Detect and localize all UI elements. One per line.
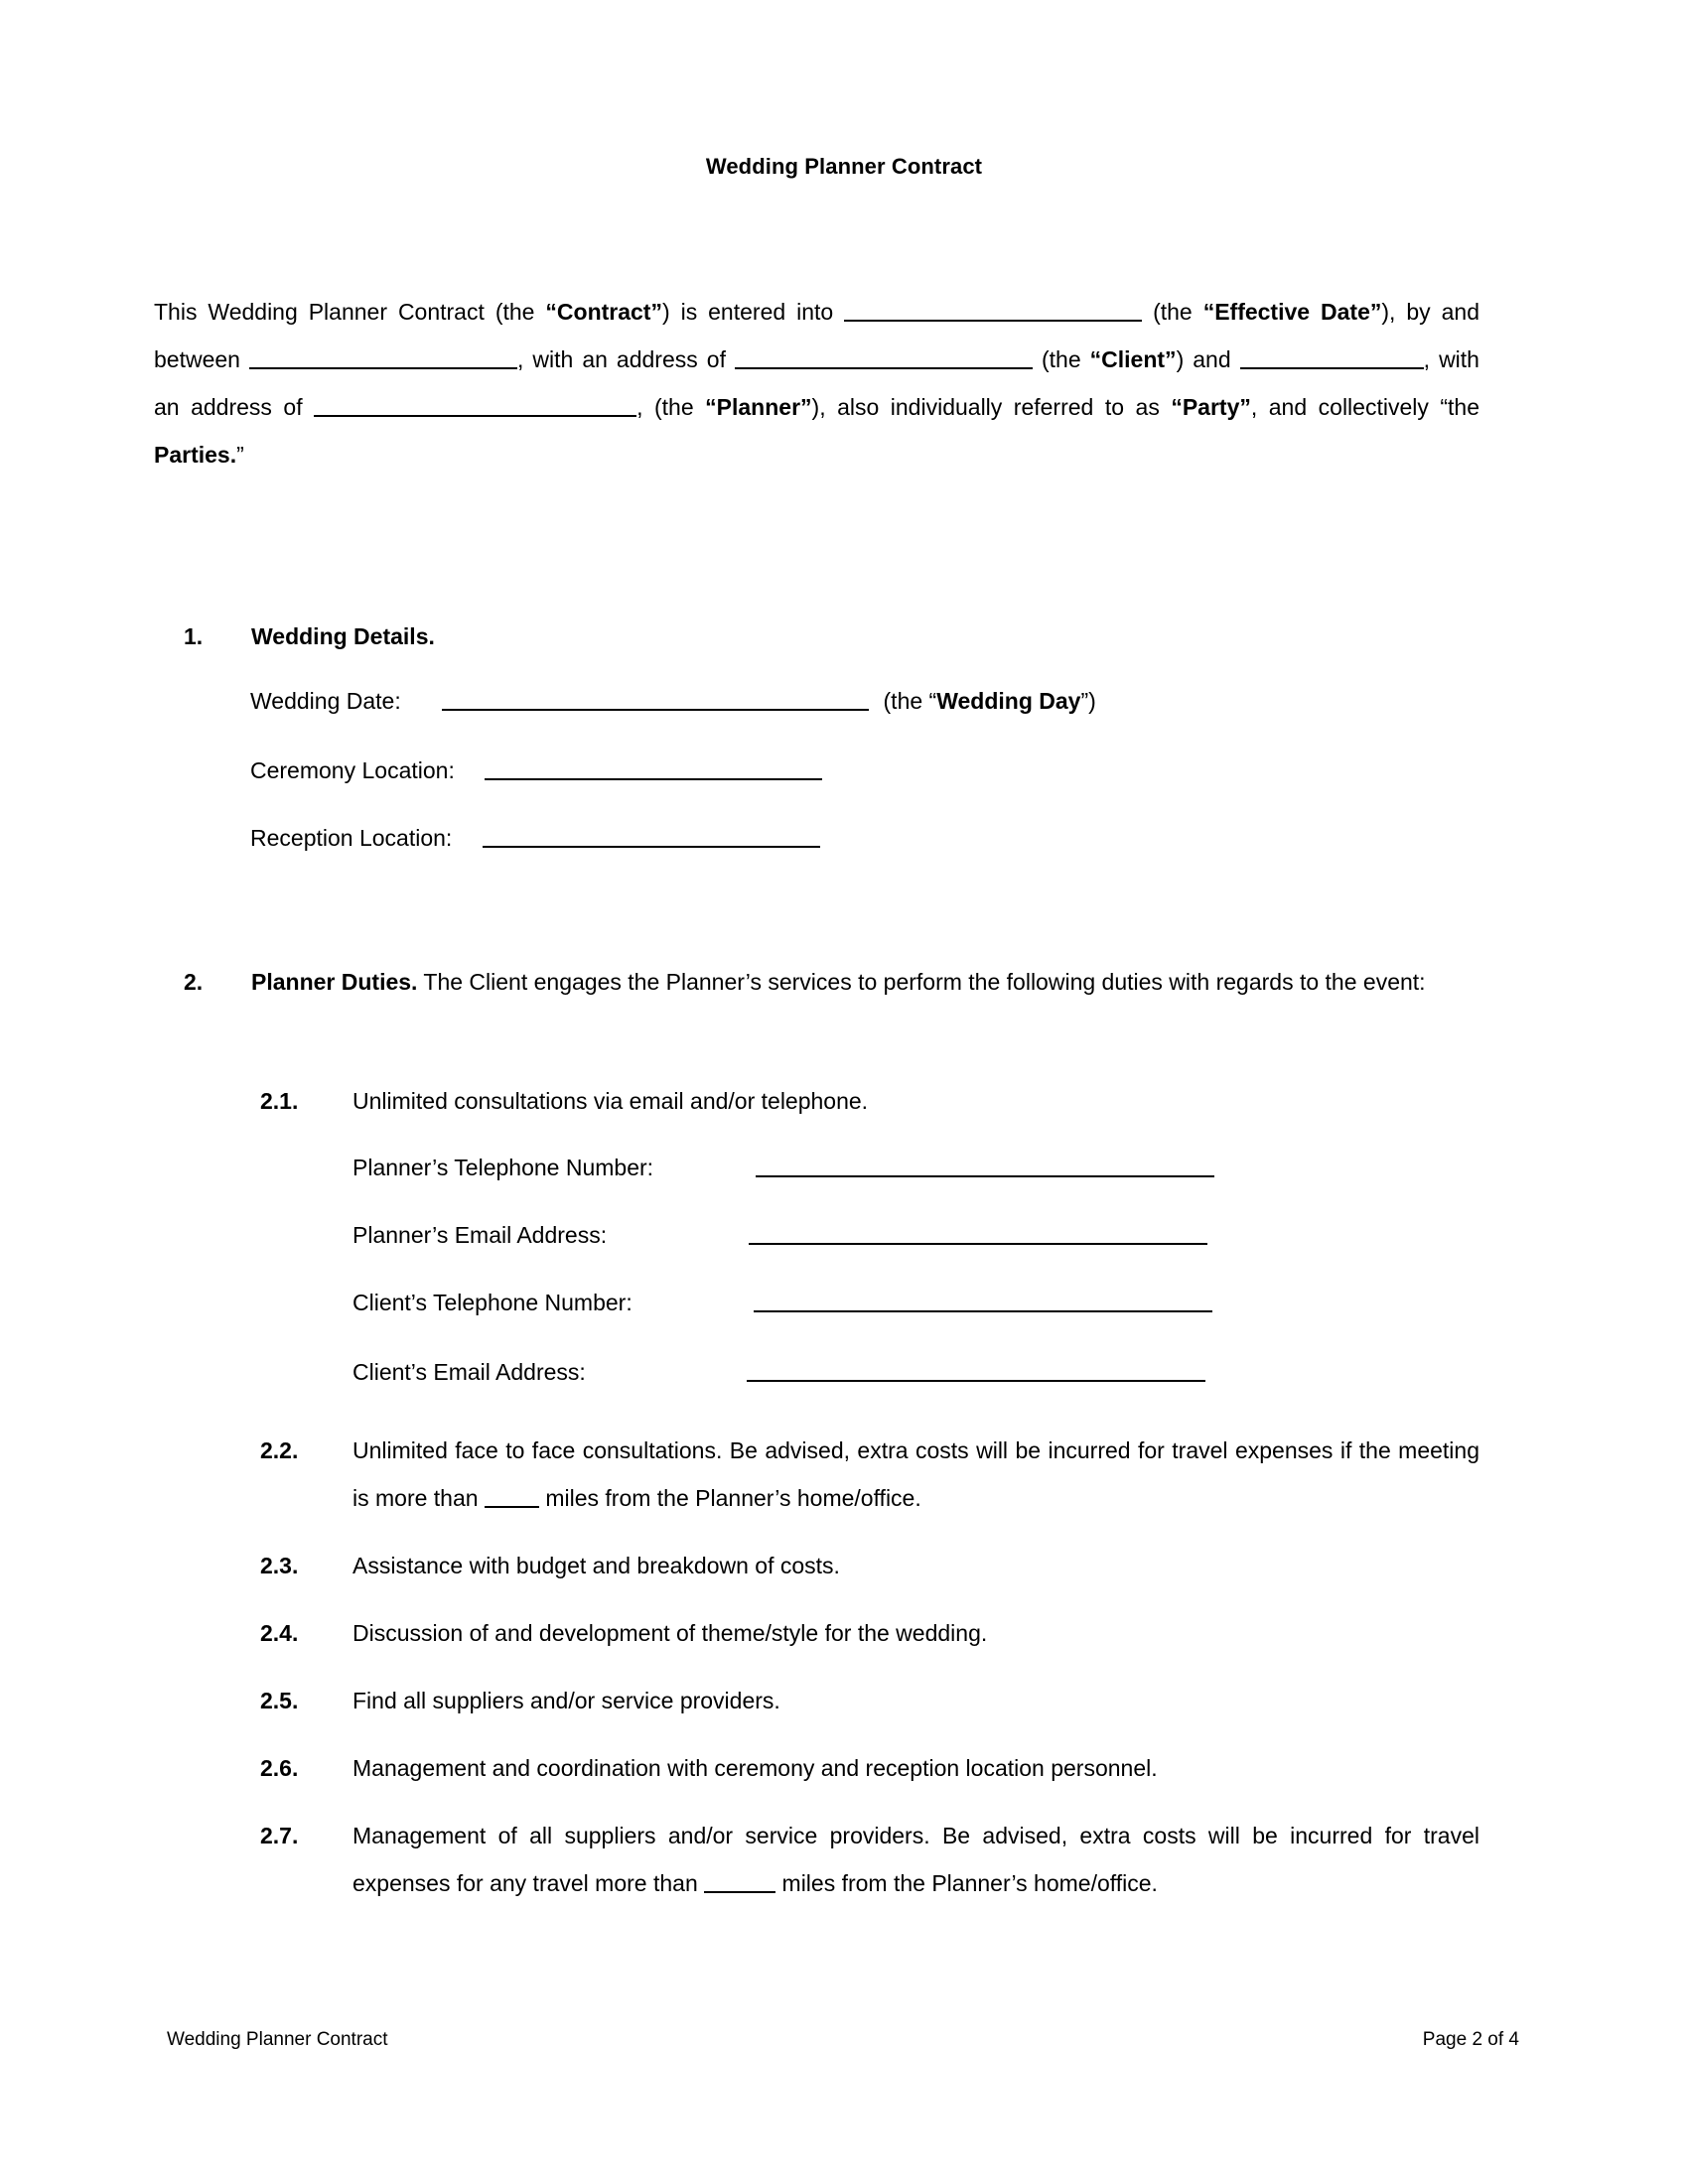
planner-address-blank[interactable] bbox=[314, 391, 636, 417]
intro-paragraph bbox=[154, 288, 1479, 478]
intro-seg-10: ), also individually referred to as bbox=[811, 394, 1172, 420]
planner-email-blank[interactable] bbox=[749, 1219, 1207, 1245]
subsection-2-6-text: Management and coordination with ceremony and reception location personnel. bbox=[352, 1755, 1158, 1781]
subsection-2-1 bbox=[260, 1077, 1479, 1125]
subsection-2-1-text: Unlimited consultations via email and/or telephone. bbox=[352, 1088, 869, 1114]
subsection-2-1-number: 2.1. bbox=[260, 1088, 299, 1114]
section-1 bbox=[184, 613, 1479, 660]
subsection-2-3-number: 2.3. bbox=[260, 1553, 299, 1578]
mileage-blank-2-2[interactable] bbox=[485, 1483, 539, 1508]
reception-location-label: Reception Location: bbox=[250, 825, 453, 852]
intro-seg-7: ) and bbox=[1176, 346, 1240, 372]
client-address-blank[interactable] bbox=[735, 343, 1033, 369]
reception-location-blank[interactable] bbox=[483, 822, 820, 848]
section-1-heading bbox=[251, 613, 1479, 660]
ceremony-location-blank[interactable] bbox=[485, 754, 822, 780]
subsection-2-5-number: 2.5. bbox=[260, 1688, 299, 1713]
intro-seg-8: , with an address of bbox=[154, 346, 1479, 420]
section-2-heading bbox=[251, 958, 1479, 1006]
intro-seg-4: ), by and between bbox=[154, 299, 1479, 372]
subsection-2-4 bbox=[260, 1609, 1479, 1657]
footer-page-number: Page 2 of 4 bbox=[1422, 2029, 1519, 2050]
planner-telephone-label: Planner’s Telephone Number: bbox=[352, 1155, 654, 1181]
subsection-2-2-text bbox=[352, 1427, 1479, 1522]
section-2 bbox=[184, 958, 1479, 1006]
reception-location-row bbox=[250, 822, 820, 853]
subsection-2-7-text-b: miles from the Planner’s home/office. bbox=[775, 1870, 1158, 1896]
client-telephone-label: Client’s Telephone Number: bbox=[352, 1290, 633, 1316]
intro-seg-1: This Wedding Planner Contract (the bbox=[154, 299, 546, 325]
subsection-2-7 bbox=[260, 1812, 1479, 1907]
effective-date-blank[interactable] bbox=[844, 296, 1142, 322]
planner-telephone-row bbox=[352, 1152, 1214, 1182]
section-1-heading-text: Wedding Details. bbox=[251, 623, 435, 649]
subsection-2-3 bbox=[260, 1542, 1479, 1589]
subsection-2-7-text-a: Management of all suppliers and/or service providers. Be advised, extra costs will be incurred for travel expenses for any travel more than bbox=[352, 1823, 1479, 1896]
section-1-number: 1. bbox=[184, 623, 204, 649]
term-parties: Parties. bbox=[154, 442, 237, 468]
subsection-2-6 bbox=[260, 1744, 1479, 1792]
client-telephone-blank[interactable] bbox=[754, 1287, 1212, 1312]
term-party: “Party” bbox=[1171, 394, 1251, 420]
section-2-lead-text: The Client engages the Planner’s services to perform the following duties with regards to the event: bbox=[417, 969, 1426, 995]
term-client: “Client” bbox=[1089, 346, 1177, 372]
subsection-2-5-text: Find all suppliers and/or service providers. bbox=[352, 1688, 780, 1713]
intro-seg-12: ” bbox=[236, 442, 244, 468]
planner-name-blank[interactable] bbox=[1240, 343, 1424, 369]
wedding-date-label: Wedding Date: bbox=[250, 688, 401, 715]
wedding-day-suffix-post: ”) bbox=[1080, 688, 1096, 715]
subsection-2-2-text-b: miles from the Planner’s home/office. bbox=[538, 1485, 921, 1511]
subsection-2-2 bbox=[260, 1427, 1479, 1522]
client-email-label: Client’s Email Address: bbox=[352, 1359, 586, 1386]
ceremony-location-row bbox=[250, 754, 822, 785]
subsection-2-7-number: 2.7. bbox=[260, 1823, 299, 1848]
client-telephone-row bbox=[352, 1287, 1212, 1317]
subsection-2-3-text: Assistance with budget and breakdown of costs. bbox=[352, 1553, 840, 1578]
wedding-day-suffix-pre: (the “ bbox=[883, 688, 937, 715]
term-planner: “Planner” bbox=[705, 394, 812, 420]
intro-seg-2: ) is entered into bbox=[661, 299, 845, 325]
term-contract: “Contract” bbox=[545, 299, 662, 325]
client-email-blank[interactable] bbox=[747, 1356, 1205, 1382]
subsection-2-2-text-a: Unlimited face to face consultations. Be advised, extra costs will be incurred for travel expenses if the meeting is more than bbox=[352, 1437, 1479, 1511]
client-email-row bbox=[352, 1356, 1205, 1387]
subsection-2-7-text bbox=[352, 1812, 1479, 1907]
subsection-2-4-text: Discussion of and development of theme/style for the wedding. bbox=[352, 1620, 988, 1646]
planner-email-label: Planner’s Email Address: bbox=[352, 1222, 608, 1249]
term-effective-date: “Effective Date” bbox=[1202, 299, 1382, 325]
planner-telephone-blank[interactable] bbox=[756, 1152, 1214, 1177]
subsection-2-5 bbox=[260, 1677, 1479, 1724]
client-name-blank[interactable] bbox=[249, 343, 517, 369]
subsection-2-6-number: 2.6. bbox=[260, 1755, 299, 1781]
page-title: Wedding Planner Contract bbox=[705, 154, 983, 179]
intro-seg-3: (the bbox=[1142, 299, 1203, 325]
wedding-day-term: Wedding Day bbox=[936, 688, 1081, 715]
wedding-day-suffix bbox=[884, 686, 1096, 716]
mileage-blank-2-7[interactable] bbox=[704, 1868, 775, 1893]
section-2-heading-text: Planner Duties. bbox=[251, 969, 418, 995]
intro-seg-5: , with an address of bbox=[516, 346, 735, 372]
section-2-number: 2. bbox=[184, 969, 204, 995]
wedding-date-row bbox=[250, 685, 1096, 716]
footer-document-name: Wedding Planner Contract bbox=[167, 2029, 388, 2050]
intro-seg-6: (the bbox=[1032, 346, 1090, 372]
subsection-2-4-number: 2.4. bbox=[260, 1620, 299, 1646]
ceremony-location-label: Ceremony Location: bbox=[250, 757, 455, 784]
subsection-2-2-number: 2.2. bbox=[260, 1437, 299, 1463]
intro-seg-11: , and collectively “the bbox=[1250, 394, 1479, 420]
planner-email-row bbox=[352, 1219, 1207, 1250]
intro-text bbox=[154, 288, 1479, 478]
intro-seg-9: , (the bbox=[636, 394, 706, 420]
wedding-date-blank[interactable] bbox=[442, 685, 869, 711]
